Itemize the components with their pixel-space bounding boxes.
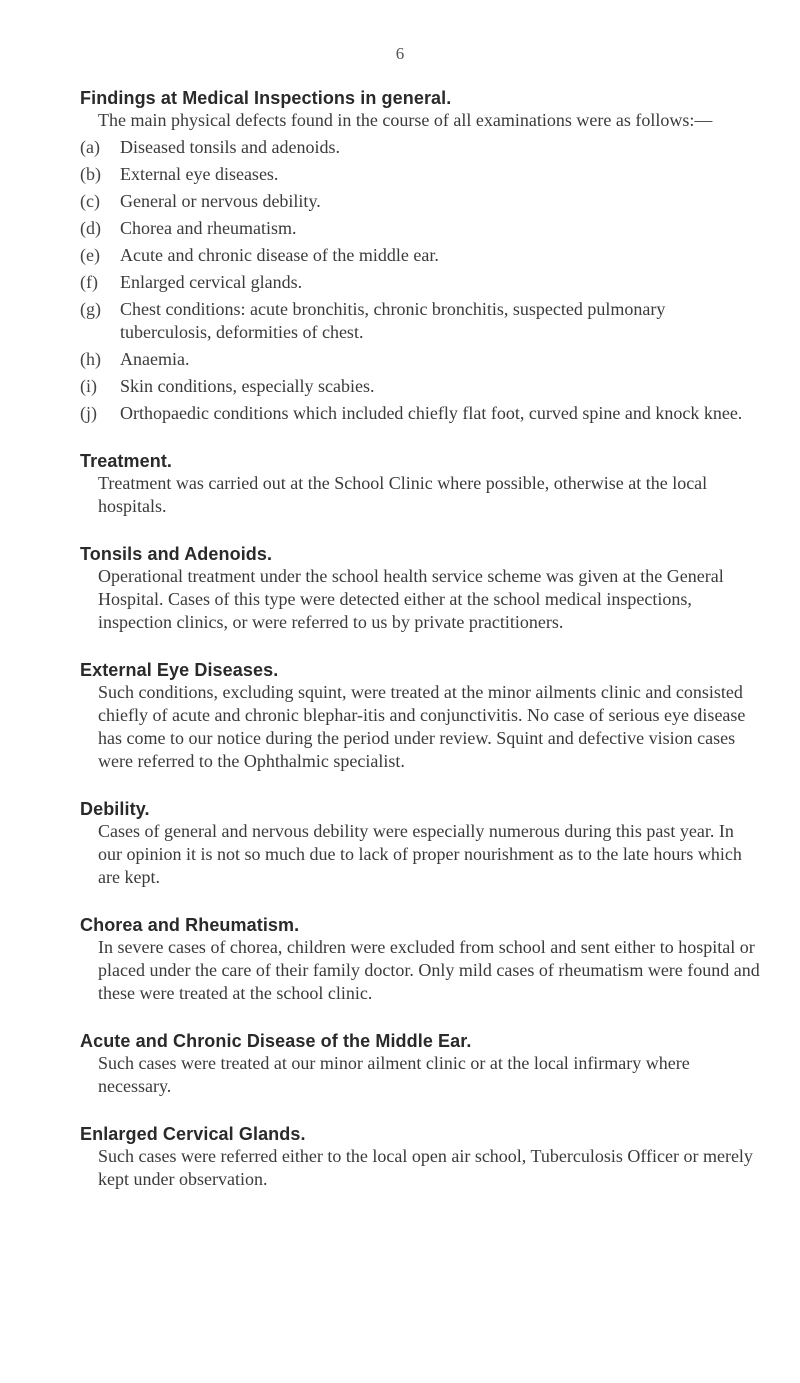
cervical-glands-section [80,1124,760,1191]
section-text: Such cases were treated at our minor ailment clinic or at the local infirmary where necessary. [98,1053,690,1096]
item-label: (d) [80,218,101,238]
item-label: (c) [80,191,100,211]
item-text: General or nervous debility. [120,191,321,211]
section-heading: Treatment. [80,451,173,471]
item-text: Diseased tonsils and adenoids. [120,137,340,157]
item-label: (i) [80,376,97,396]
item-label: (b) [80,164,101,184]
section-text: In severe cases of chorea, children were excluded from school and sent either to hospital or placed under the care of their family doctor. Only mild cases of rheumatism were found and these were treated at the school clinic. [98,937,760,1003]
list-item [80,163,760,186]
section-heading: External Eye Diseases. [80,660,279,680]
item-text: Enlarged cervical glands. [120,272,303,292]
list-item [80,402,760,425]
item-text: External eye diseases. [120,164,279,184]
item-label: (g) [80,299,101,319]
item-text: Orthopaedic conditions which included chiefly flat foot, curved spine and knock knee. [120,403,743,423]
chorea-section [80,915,760,1005]
item-label: (f) [80,272,98,292]
item-text: Acute and chronic disease of the middle ear. [120,245,439,265]
document-body [80,48,760,1191]
list-item [80,244,760,267]
item-text: Anaemia. [120,349,190,369]
list-item [80,136,760,159]
findings-intro: The main physical defects found in the course of all examinations were as follows:— [98,110,713,130]
item-label: (a) [80,137,100,157]
section-heading: Chorea and Rheumatism. [80,915,300,935]
list-item [80,217,760,240]
findings-section [80,88,760,425]
item-label: (j) [80,403,97,423]
section-heading: Tonsils and Adenoids. [80,544,273,564]
section-text: Such conditions, excluding squint, were treated at the minor ailments clinic and consisted chiefly of acute and chronic blephar-itis and conjunctivitis. No case of serious eye disease has come to our notice during the period under review. Squint and defective vision cases were referred to the Ophthalmic specialist. [98,682,746,771]
list-item [80,271,760,294]
item-label: (h) [80,349,101,369]
eye-diseases-section [80,660,760,773]
list-item [80,190,760,213]
defects-list [80,136,760,425]
section-heading: Acute and Chronic Disease of the Middle Ear. [80,1031,472,1051]
tonsils-section [80,544,760,634]
list-item [80,375,760,398]
treatment-section [80,451,760,518]
section-heading: Debility. [80,799,150,819]
debility-section [80,799,760,889]
findings-heading: Findings at Medical Inspections in general. [80,88,452,108]
section-text: Treatment was carried out at the School Clinic where possible, otherwise at the local hospitals. [98,473,708,516]
section-text: Operational treatment under the school health service scheme was given at the General Hospital. Cases of this type were detected either at the school medical inspections, inspection clinics, or were referred to us by private practitioners. [98,566,724,632]
page-number: 6 [395,44,405,63]
list-item [80,298,760,344]
section-text: Cases of general and nervous debility were especially numerous during this past year. In our opinion it is not so much due to lack of proper nourishment as to the late hours which are kept. [98,821,742,887]
item-label: (e) [80,245,100,265]
section-heading: Enlarged Cervical Glands. [80,1124,306,1144]
list-item [80,348,760,371]
item-text: Skin conditions, especially scabies. [120,376,375,396]
item-text: Chorea and rheumatism. [120,218,297,238]
section-text: Such cases were referred either to the local open air school, Tuberculosis Officer or merely kept under observation. [98,1146,753,1189]
middle-ear-section [80,1031,760,1098]
item-text: Chest conditions: acute bronchitis, chronic bronchitis, suspected pulmonary tuberculosis, deformities of chest. [120,299,666,342]
